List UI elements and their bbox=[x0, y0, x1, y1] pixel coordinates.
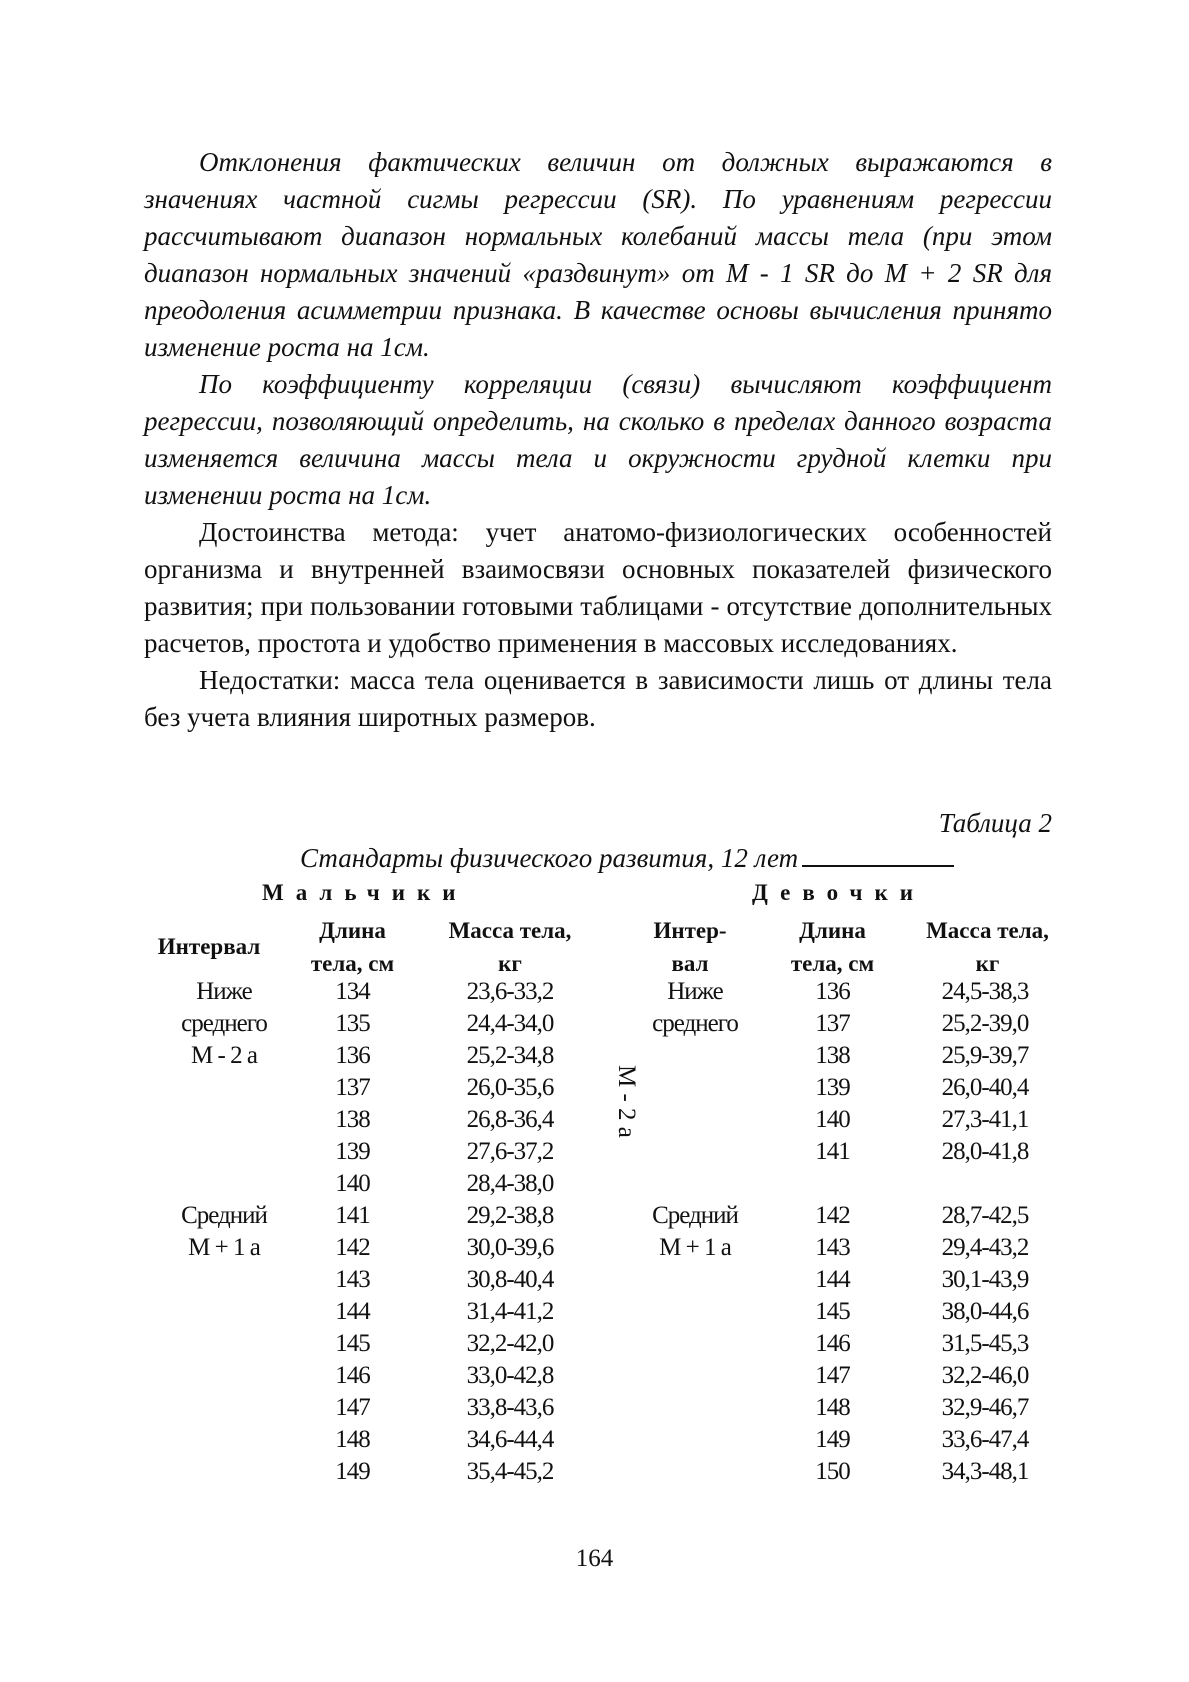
girls-length-cell: 147 bbox=[815, 1362, 850, 1389]
girls-length-cell: 139 bbox=[815, 1074, 850, 1101]
girls-length-cell: 140 bbox=[815, 1106, 850, 1133]
boys-interval-label: М - 2 а bbox=[191, 1042, 257, 1069]
girls-mass-cell: 29,4-43,2 bbox=[941, 1234, 1029, 1261]
boys-length-cell: 134 bbox=[335, 978, 370, 1005]
boys-length-cell: 142 bbox=[335, 1234, 370, 1261]
girls-mass-cell: 25,2-39,0 bbox=[941, 1010, 1029, 1037]
col-header-mass-girls: Масса тела, кг bbox=[926, 918, 1049, 976]
boys-mass-cell: 33,8-43,6 bbox=[466, 1394, 554, 1421]
boys-mass-cell: 27,6-37,2 bbox=[466, 1138, 554, 1165]
girls-mass-cell: 34,3-48,1 bbox=[941, 1458, 1029, 1485]
girls-mass-cell: 31,5-45,3 bbox=[941, 1330, 1029, 1357]
boys-length-cell: 148 bbox=[335, 1426, 370, 1453]
girls-interval-label: Средний bbox=[652, 1202, 738, 1229]
boys-mass-cell: 23,6-33,2 bbox=[466, 978, 554, 1005]
boys-length-cell: 146 bbox=[335, 1362, 370, 1389]
girls-length-cell: 144 bbox=[815, 1266, 850, 1293]
girls-length-cell: 141 bbox=[815, 1138, 850, 1165]
girls-mass-cell: 32,2-46,0 bbox=[941, 1362, 1029, 1389]
paragraph-2: По коэффициенту корреляции (связи) вычисляют коэффициент регрессии, позволяющий определить, на сколько в пределах данного возраста изменяется величина массы тела и окружности грудной клетки при изменении роста на 1см. bbox=[144, 369, 1052, 510]
boys-length-cell: 137 bbox=[335, 1074, 370, 1101]
boys-mass-cell: 25,2-34,8 bbox=[466, 1042, 554, 1069]
boys-interval-label: Ниже bbox=[196, 978, 252, 1005]
boys-length-cell: 135 bbox=[335, 1010, 370, 1037]
girls-interval-label: среднего bbox=[652, 1010, 738, 1037]
girls-group-header: Девочки bbox=[752, 880, 925, 905]
boys-length-cell: 149 bbox=[335, 1458, 370, 1485]
table-title-text: Стандарты физического развития, 12 лет bbox=[300, 843, 799, 873]
girls-mass-cell: 28,0-41,8 bbox=[941, 1138, 1029, 1165]
paragraph-1: Отклонения фактических величин от должных выражаются в значениях частной сигмы регрессии (SR). По уравнениям регрессии рассчитывают диапазон нормальных колебаний массы тела (при этом диапазон нормальных значений «раздвинут» от М - 1 SR до М + 2 SR для преодоления асимметрии признака. В качестве основы вычисления принято изменение роста на 1см. bbox=[144, 147, 1052, 362]
girls-mass-cell: 30,1-43,9 bbox=[941, 1266, 1029, 1293]
boys-length-cell: 141 bbox=[335, 1202, 370, 1229]
col-header-interval-girls: Интер- вал bbox=[653, 918, 727, 976]
girls-mass-cell: 28,7-42,5 bbox=[941, 1202, 1029, 1229]
boys-length-cell: 143 bbox=[335, 1266, 370, 1293]
col-header-interval-boys: Интервал bbox=[157, 934, 261, 959]
paragraph-4: Недостатки: масса тела оценивается в зависимости лишь от длины тела без учета влияния широтных размеров. bbox=[144, 665, 1052, 732]
girls-interval-label: М + 1 а bbox=[659, 1234, 731, 1261]
girls-length-cell: 150 bbox=[815, 1458, 850, 1485]
girls-mass-cell: 25,9-39,7 bbox=[941, 1042, 1029, 1069]
boys-mass-cell: 30,8-40,4 bbox=[466, 1266, 554, 1293]
title-underline bbox=[802, 845, 954, 867]
girls-length-cell: 136 bbox=[815, 978, 850, 1005]
girls-mass-cell: 26,0-40,4 bbox=[941, 1074, 1029, 1101]
boys-length-cell: 147 bbox=[335, 1394, 370, 1421]
page-number: 164 bbox=[575, 1545, 614, 1572]
boys-length-cell: 139 bbox=[335, 1138, 370, 1165]
boys-length-cell: 145 bbox=[335, 1330, 370, 1357]
boys-mass-cell: 33,0-42,8 bbox=[466, 1362, 554, 1389]
girls-length-cell: 143 bbox=[815, 1234, 850, 1261]
girls-rotated-interval-label: М - 2 а bbox=[613, 1065, 640, 1138]
girls-interval-label: Ниже bbox=[667, 978, 723, 1005]
body-text bbox=[144, 144, 1052, 736]
table-label: Таблица 2 bbox=[938, 808, 1052, 838]
boys-mass-cell: 31,4-41,2 bbox=[466, 1298, 554, 1325]
boys-mass-cell: 28,4-38,0 bbox=[466, 1170, 554, 1197]
girls-length-cell: 137 bbox=[815, 1010, 850, 1037]
table-title bbox=[300, 843, 954, 874]
boys-length-cell: 144 bbox=[335, 1298, 370, 1325]
boys-mass-cell: 34,6-44,4 bbox=[466, 1426, 554, 1453]
boys-interval-label: М + 1 а bbox=[188, 1234, 260, 1261]
boys-mass-cell: 35,4-45,2 bbox=[466, 1458, 554, 1485]
boys-mass-cell: 24,4-34,0 bbox=[466, 1010, 554, 1037]
boys-mass-cell: 30,0-39,6 bbox=[466, 1234, 554, 1261]
girls-mass-cell: 33,6-47,4 bbox=[941, 1426, 1029, 1453]
boys-mass-cell: 26,0-35,6 bbox=[466, 1074, 554, 1101]
boys-length-cell: 140 bbox=[335, 1170, 370, 1197]
col-header-length-boys: Длина тела, см bbox=[310, 918, 395, 976]
boys-interval-label: среднего bbox=[181, 1010, 267, 1037]
girls-mass-cell: 24,5-38,3 bbox=[941, 978, 1029, 1005]
girls-mass-cell: 27,3-41,1 bbox=[941, 1106, 1029, 1133]
paragraph-3: Достоинства метода: учет анатомо-физиологических особенностей организма и внутренней взаимосвязи основных показателей физического развития; при пользовании готовыми таблицами - отсутствие дополнительных расчетов, простота и удобство применения в массовых исследованиях. bbox=[144, 517, 1052, 658]
girls-length-cell: 146 bbox=[815, 1330, 850, 1357]
girls-length-cell: 149 bbox=[815, 1426, 850, 1453]
girls-length-cell: 138 bbox=[815, 1042, 850, 1069]
girls-length-cell: 148 bbox=[815, 1394, 850, 1421]
boys-group-header: Мальчики bbox=[262, 880, 468, 905]
boys-mass-cell: 29,2-38,8 bbox=[466, 1202, 554, 1229]
col-header-mass-boys: Масса тела, кг bbox=[448, 918, 572, 976]
girls-length-cell: 145 bbox=[815, 1298, 850, 1325]
boys-length-cell: 138 bbox=[335, 1106, 370, 1133]
boys-mass-cell: 26,8-36,4 bbox=[466, 1106, 554, 1133]
girls-length-cell: 142 bbox=[815, 1202, 850, 1229]
boys-mass-cell: 32,2-42,0 bbox=[466, 1330, 554, 1357]
boys-interval-label: Средний bbox=[181, 1202, 267, 1229]
girls-mass-cell: 38,0-44,6 bbox=[941, 1298, 1029, 1325]
boys-length-cell: 136 bbox=[335, 1042, 370, 1069]
girls-mass-cell: 32,9-46,7 bbox=[941, 1394, 1029, 1421]
col-header-length-girls: Длина тела, см bbox=[790, 918, 875, 976]
